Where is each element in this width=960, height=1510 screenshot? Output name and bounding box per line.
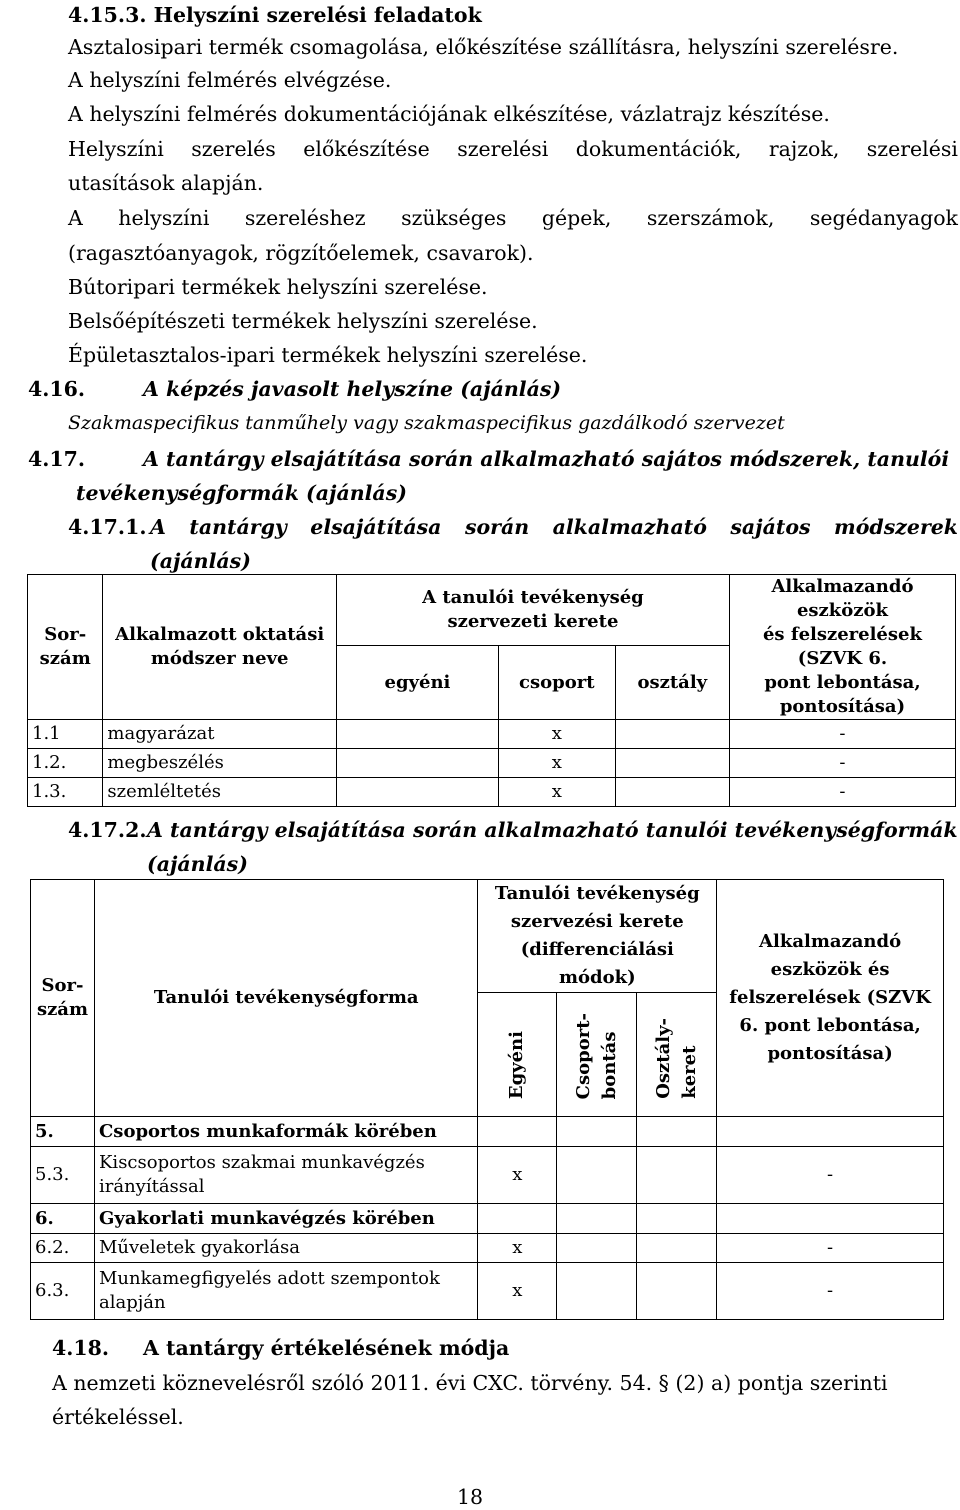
- section-text-418-cont: értékeléssel.: [52, 1405, 184, 1429]
- task-line: A helyszíni felmérés dokumentációjának elkészítése, vázlatrajz készítése.: [68, 102, 830, 126]
- task-line-justified: Helyszíni szerelés előkészítése szerelési dokumentációk, rajzok, szerelési: [68, 137, 958, 161]
- task-line: Asztalosipari termék csomagolása, előkészítése szállításra, helyszíni szerelésre.: [68, 35, 899, 59]
- section-title-4171-cont: (ajánlás): [150, 549, 251, 573]
- section-heading-4153: [68, 2, 482, 28]
- col-header-tools: Alkalmazandó eszközök és felszerelések (SZVK 6. pont lebontása, pontosítása): [729, 575, 955, 720]
- col-header-tools: Alkalmazandó eszközök és felszerelések (SZVK 6. pont lebontása, pontosítása): [717, 880, 944, 1117]
- page-number: 18: [457, 1485, 484, 1509]
- table-row: 6. Gyakorlati munkavégzés körében: [31, 1204, 944, 1234]
- col-header-org: A tanulói tevékenység szervezeti kerete: [336, 575, 729, 646]
- task-line-justified: A helyszíni szereléshez szükséges gépek, szerszámok, segédanyagok: [68, 206, 958, 230]
- activity-forms-table: [30, 879, 944, 1320]
- col-header-egyeni: egyéni: [336, 646, 498, 720]
- section-text-416: Szakmaspecifikus tanműhely vagy szakmaspecifikus gazdálkodó szervezet: [68, 412, 785, 434]
- table-row: 5. Csoportos munkaformák körében: [31, 1117, 944, 1147]
- col-header-egyeni: Egyéni: [478, 993, 557, 1117]
- task-line: utasítások alapján.: [68, 171, 264, 195]
- section-title-416: A képzés javasolt helyszíne (ajánlás): [143, 377, 562, 401]
- col-header-org: Tanulói tevékenység szervezési kerete (differenciálási módok): [478, 880, 717, 993]
- col-header-csoportbontas: Csoport- bontás: [557, 993, 637, 1117]
- col-header-method: Alkalmazott oktatási módszer neve: [103, 575, 337, 720]
- task-line: Belsőépítészeti termékek helyszíni szerelése.: [68, 309, 538, 333]
- task-line: Épületasztalos-ipari termékek helyszíni szerelése.: [68, 343, 588, 367]
- section-title-417: A tantárgy elsajátítása során alkalmazható sajátos módszerek, tanulói: [143, 447, 950, 471]
- section-title-4171: A tantárgy elsajátítása során alkalmazható sajátos módszerek: [150, 515, 958, 539]
- section-number-4171: 4.17.1.: [68, 515, 147, 539]
- table-row: 1.1 magyarázat x -: [28, 720, 956, 749]
- col-header-form: Tanulói tevékenységforma: [94, 880, 477, 1117]
- task-line: Bútoripari termékek helyszíni szerelése.: [68, 275, 488, 299]
- section-title: Helyszíni szerelési feladatok: [153, 3, 482, 27]
- section-title-417-cont: tevékenységformák (ajánlás): [76, 481, 407, 505]
- section-number-416: 4.16.: [28, 377, 86, 401]
- section-title-4172-cont: (ajánlás): [147, 852, 248, 876]
- section-title-418: A tantárgy értékelésének módja: [143, 1336, 510, 1360]
- table-row: 6.2. Műveletek gyakorlása x -: [31, 1234, 944, 1263]
- section-number: 4.15.3.: [68, 3, 147, 27]
- table-row: 5.3. Kiscsoportos szakmai munkavégzés irányítással x -: [31, 1147, 944, 1204]
- table-row: 1.2. megbeszélés x -: [28, 749, 956, 778]
- task-line: A helyszíni felmérés elvégzése.: [68, 68, 392, 92]
- table-row: 6.3. Munkamegfigyelés adott szempontok alapján x -: [31, 1263, 944, 1320]
- col-header-csoport: csoport: [498, 646, 615, 720]
- section-number-4172: 4.17.2.: [68, 818, 147, 842]
- col-header-sorszam: Sor- szám: [28, 575, 103, 720]
- methods-table: [27, 574, 956, 807]
- section-number-417: 4.17.: [28, 447, 86, 471]
- col-header-sorszam: Sor- szám: [31, 880, 95, 1117]
- task-line: (ragasztóanyagok, rögzítőelemek, csavarok).: [68, 241, 534, 265]
- col-header-osztaly: osztály: [615, 646, 729, 720]
- section-title-4172: A tantárgy elsajátítása során alkalmazható tanulói tevékenységformák: [147, 818, 958, 842]
- table-row: 1.3. szemléltetés x -: [28, 778, 956, 807]
- section-text-418: A nemzeti köznevelésről szóló 2011. évi CXC. törvény. 54. § (2) a) pontja szerinti: [52, 1371, 888, 1395]
- section-number-418: 4.18.: [52, 1336, 110, 1360]
- col-header-osztalykeret: Osztály- keret: [637, 993, 717, 1117]
